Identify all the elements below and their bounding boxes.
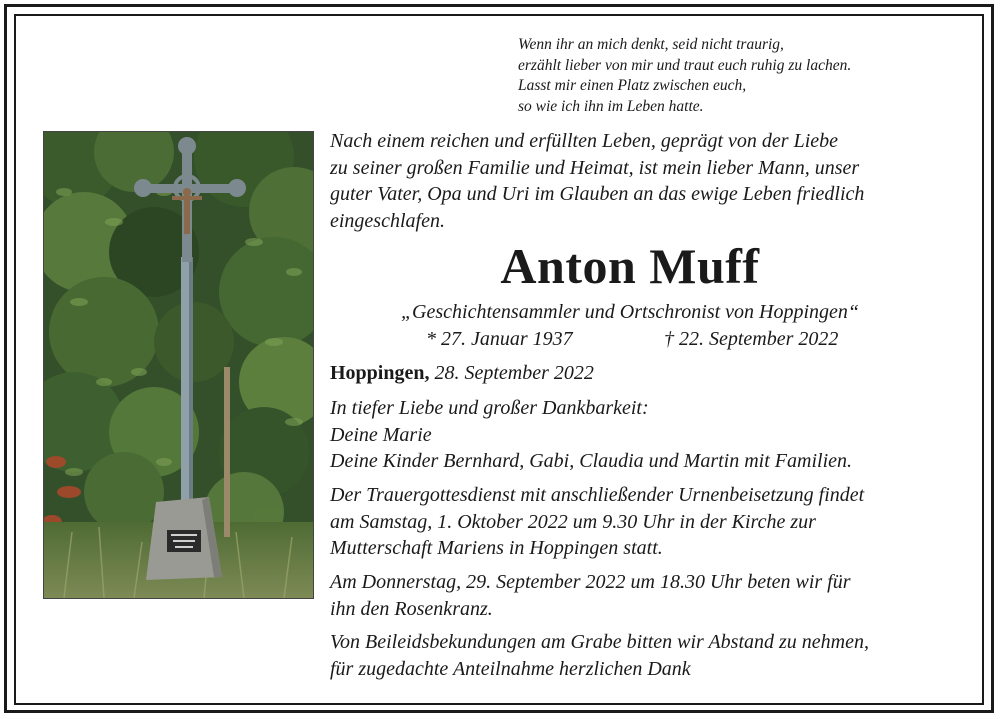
intro-line: eingeschlafen. <box>330 209 445 232</box>
poem-line: erzählt lieber von mir und traut euch ruhig zu lachen. <box>518 56 852 74</box>
death-date: † 22. September 2022 <box>664 328 839 350</box>
closing-text <box>330 629 970 682</box>
funeral-line: Mutterschaft Mariens in Hoppingen statt. <box>330 537 663 559</box>
rosary-line: ihn den Rosenkranz. <box>330 597 493 620</box>
place-name: Hoppingen, <box>330 362 430 384</box>
intro-line: guter Vater, Opa und Uri im Glauben an das ewige Leben friedlich <box>330 183 865 205</box>
mourners <box>330 395 970 475</box>
rosary-info <box>330 569 970 622</box>
intro-line: zu seiner großen Familie und Heimat, ist mein lieber Mann, unser <box>330 156 860 179</box>
poem <box>518 35 851 117</box>
funeral-line: Der Trauergottesdienst mit anschließender Urnenbeisetzung findet <box>330 484 865 506</box>
closing-line: Von Beileidsbekundungen am Grabe bitten wir Abstand zu nehmen, <box>330 631 870 653</box>
mourners-line: In tiefer Liebe und großer Dankbarkeit: <box>330 397 649 419</box>
poem-line: Wenn ihr an mich denkt, seid nicht traurig, <box>518 36 784 53</box>
notice-date: 28. September 2022 <box>429 362 594 384</box>
deceased-description: „Geschichtensammler und Ortschronist von Hoppingen“ <box>400 301 860 323</box>
intro-text <box>330 128 970 234</box>
intro-line: Nach einem reichen und erfüllten Leben, geprägt von der Liebe <box>330 130 839 152</box>
funeral-line: am Samstag, 1. Oktober 2022 um 9.30 Uhr in der Kirche zur <box>330 510 816 533</box>
poem-line: Lasst mir einen Platz zwischen euch, <box>518 77 747 94</box>
funeral-info <box>330 482 970 562</box>
deceased-name: Anton Muff <box>500 238 760 294</box>
birth-date: * 27. Januar 1937 <box>426 328 573 350</box>
mourners-line: Deine Marie <box>330 423 432 446</box>
mourners-line: Deine Kinder Bernhard, Gabi, Claudia und Martin mit Familien. <box>330 450 853 472</box>
place-date <box>330 360 970 387</box>
rosary-line: Am Donnerstag, 29. September 2022 um 18.30 Uhr beten wir für <box>330 571 851 593</box>
wayside-cross-photo <box>43 131 314 599</box>
poem-line: so wie ich ihn im Leben hatte. <box>518 97 704 115</box>
closing-line: für zugedachte Anteilnahme herzlichen Dank <box>330 657 691 680</box>
